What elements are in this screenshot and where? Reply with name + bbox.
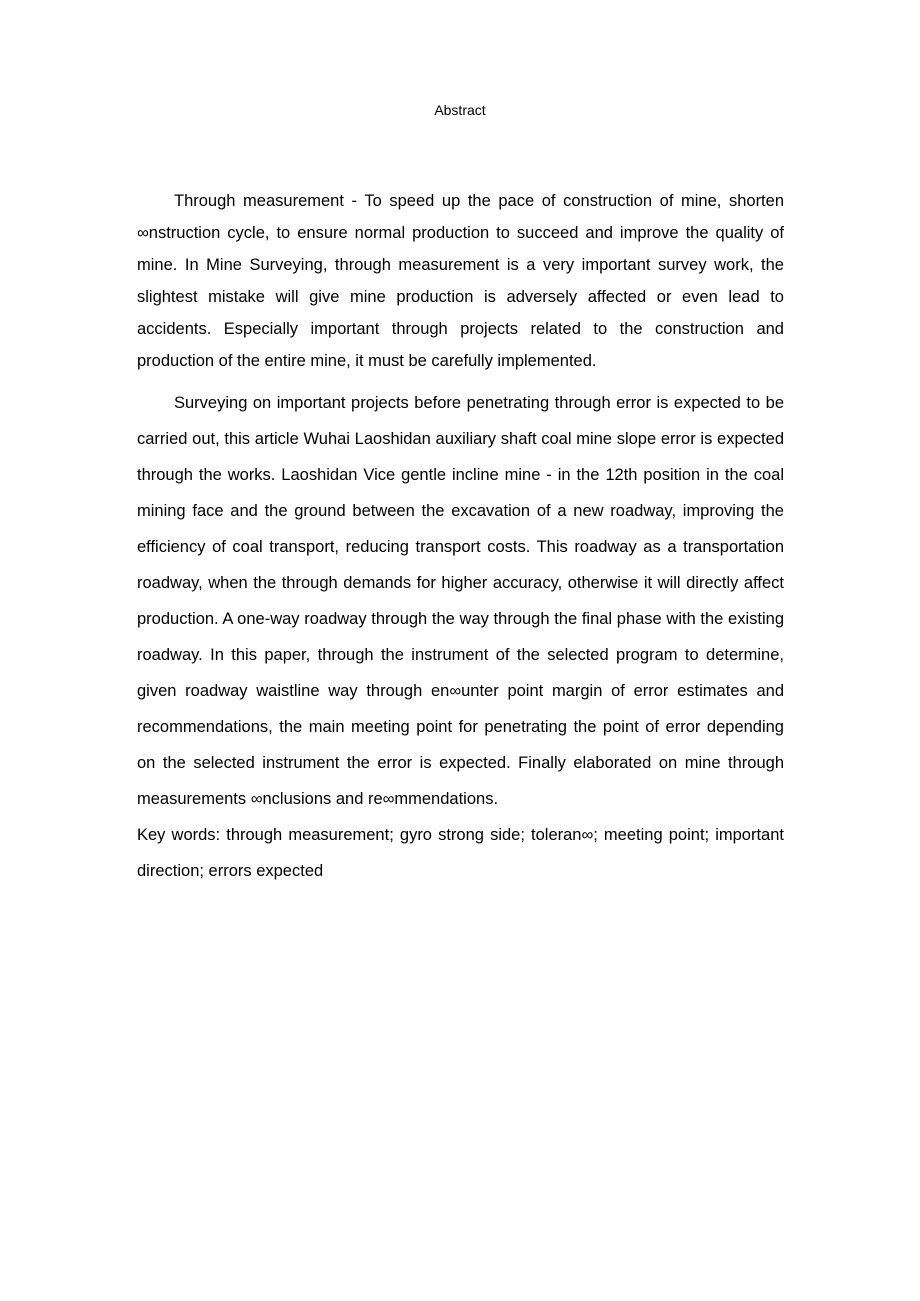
abstract-paragraph-2: Surveying on important projects before penetrating through error is expected to be carried out, this article Wuhai Laoshidan auxiliary shaft coal mine slope error is expected through the works. Laoshidan Vice gentle incline mine - in the 12th position in the coal mining face and the ground between the excavation of a new roadway, improving the efficiency of coal transport, reducing transport costs. This roadway as a transportation roadway, when the through demands for higher accuracy, otherwise it will directly affect production. A one-way roadway through the way through the final phase with the existing roadway. In this paper, through the instrument of the selected program to determine, given roadway waistline way through en∞unter point margin of error estimates and recommendations, the main meeting point for penetrating the point of error depending on the selected instrument the error is expected. Finally elaborated on mine through measurements ∞nclusions and re∞mmendations. <box>137 394 784 808</box>
keywords-line: Key words: through measurement; gyro strong side; toleran∞; meeting point; important direction; errors expected <box>137 826 784 880</box>
abstract-paragraph-1: Through measurement - To speed up the pace of construction of mine, shorten ∞nstruction cycle, to ensure normal production to succeed and improve the quality of mine. In Mine Surveying, through measurement is a very important survey work, the slightest mistake will give mine production is adversely affected or even lead to accidents. Especially important through projects related to the construction and production of the entire mine, it must be carefully implemented. <box>137 192 784 370</box>
page-title: Abstract <box>434 102 486 118</box>
